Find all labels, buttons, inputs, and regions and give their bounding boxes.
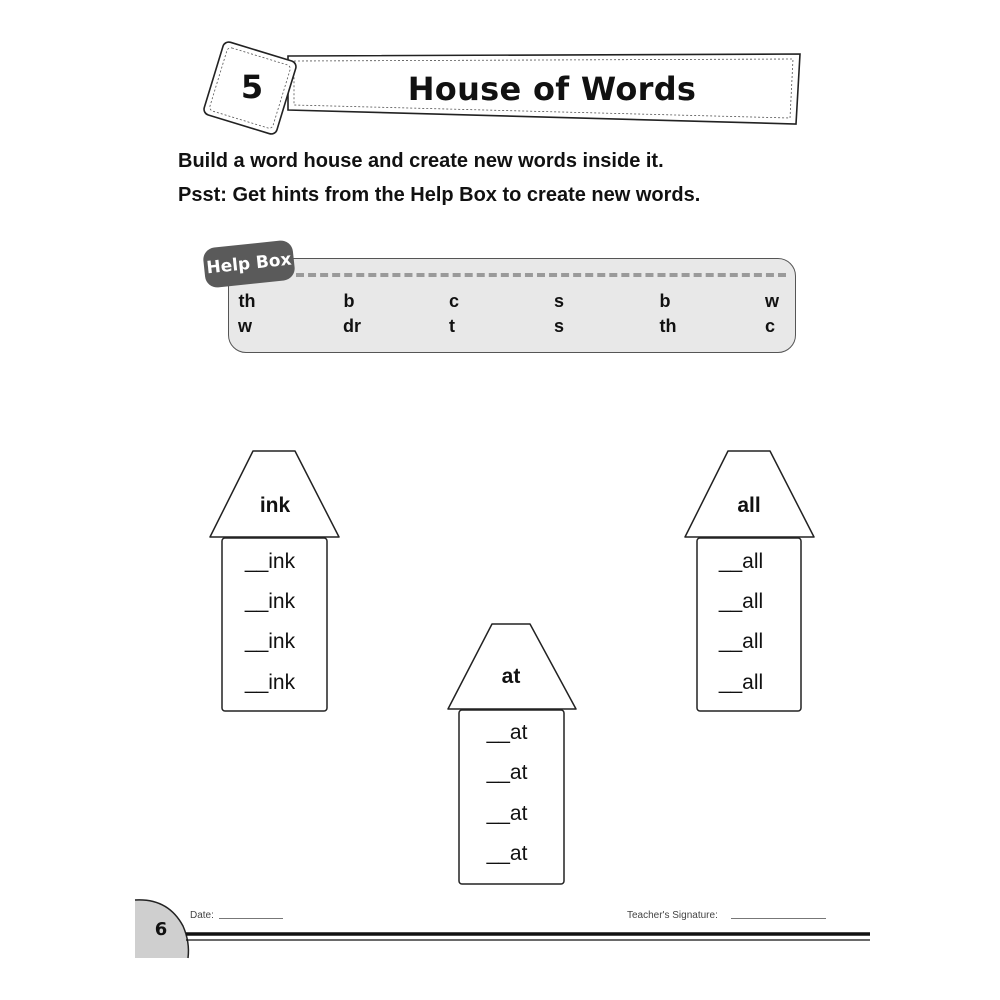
blank-word-line: __ink [244, 671, 296, 694]
house-roof-word: ink [259, 494, 291, 517]
help-hint: s [553, 316, 564, 336]
blank-word-line: __at [486, 721, 528, 744]
house-roof-word: at [501, 665, 521, 688]
footer-rule [130, 892, 875, 964]
blank-word-line: __at [486, 802, 528, 825]
blank-word-line: __all [718, 590, 764, 613]
blank-word-line: __all [718, 630, 764, 653]
date-blank-line [219, 918, 283, 919]
blank-word-line: __ink [244, 590, 296, 613]
help-box-label: Help Box [202, 239, 296, 288]
lesson-number: 5 [240, 68, 264, 106]
signature-blank-line [731, 918, 826, 919]
help-hint: s [553, 291, 564, 311]
help-hint: th [238, 291, 256, 311]
instruction-line-1: Build a word house and create new words inside it. [178, 150, 664, 172]
blank-word-line: __at [486, 842, 528, 865]
house-roof-word: all [737, 494, 761, 517]
blank-word-line: __ink [244, 630, 296, 653]
help-hint: w [237, 316, 252, 336]
help-hint: th [659, 316, 677, 336]
help-hint: b [343, 291, 355, 311]
blank-word-line: __ink [244, 550, 296, 573]
help-hint: dr [343, 316, 361, 336]
instruction-line-2: Psst: Get hints from the Help Box to create new words. [178, 184, 701, 206]
help-hint: c [764, 316, 775, 336]
blank-word-line: __all [718, 550, 764, 573]
blank-word-line: __at [486, 761, 528, 784]
blank-word-line: __all [718, 671, 764, 694]
help-hint: c [448, 291, 459, 311]
date-label: Date: [190, 910, 214, 921]
teacher-signature-label: Teacher's Signature: [627, 910, 718, 921]
help-box-dashed-line [296, 273, 786, 277]
page-title: House of Words [407, 70, 697, 108]
page-number: 6 [154, 919, 168, 940]
help-hint: t [449, 316, 455, 336]
help-hint: w [764, 291, 779, 311]
help-hint: b [659, 291, 671, 311]
